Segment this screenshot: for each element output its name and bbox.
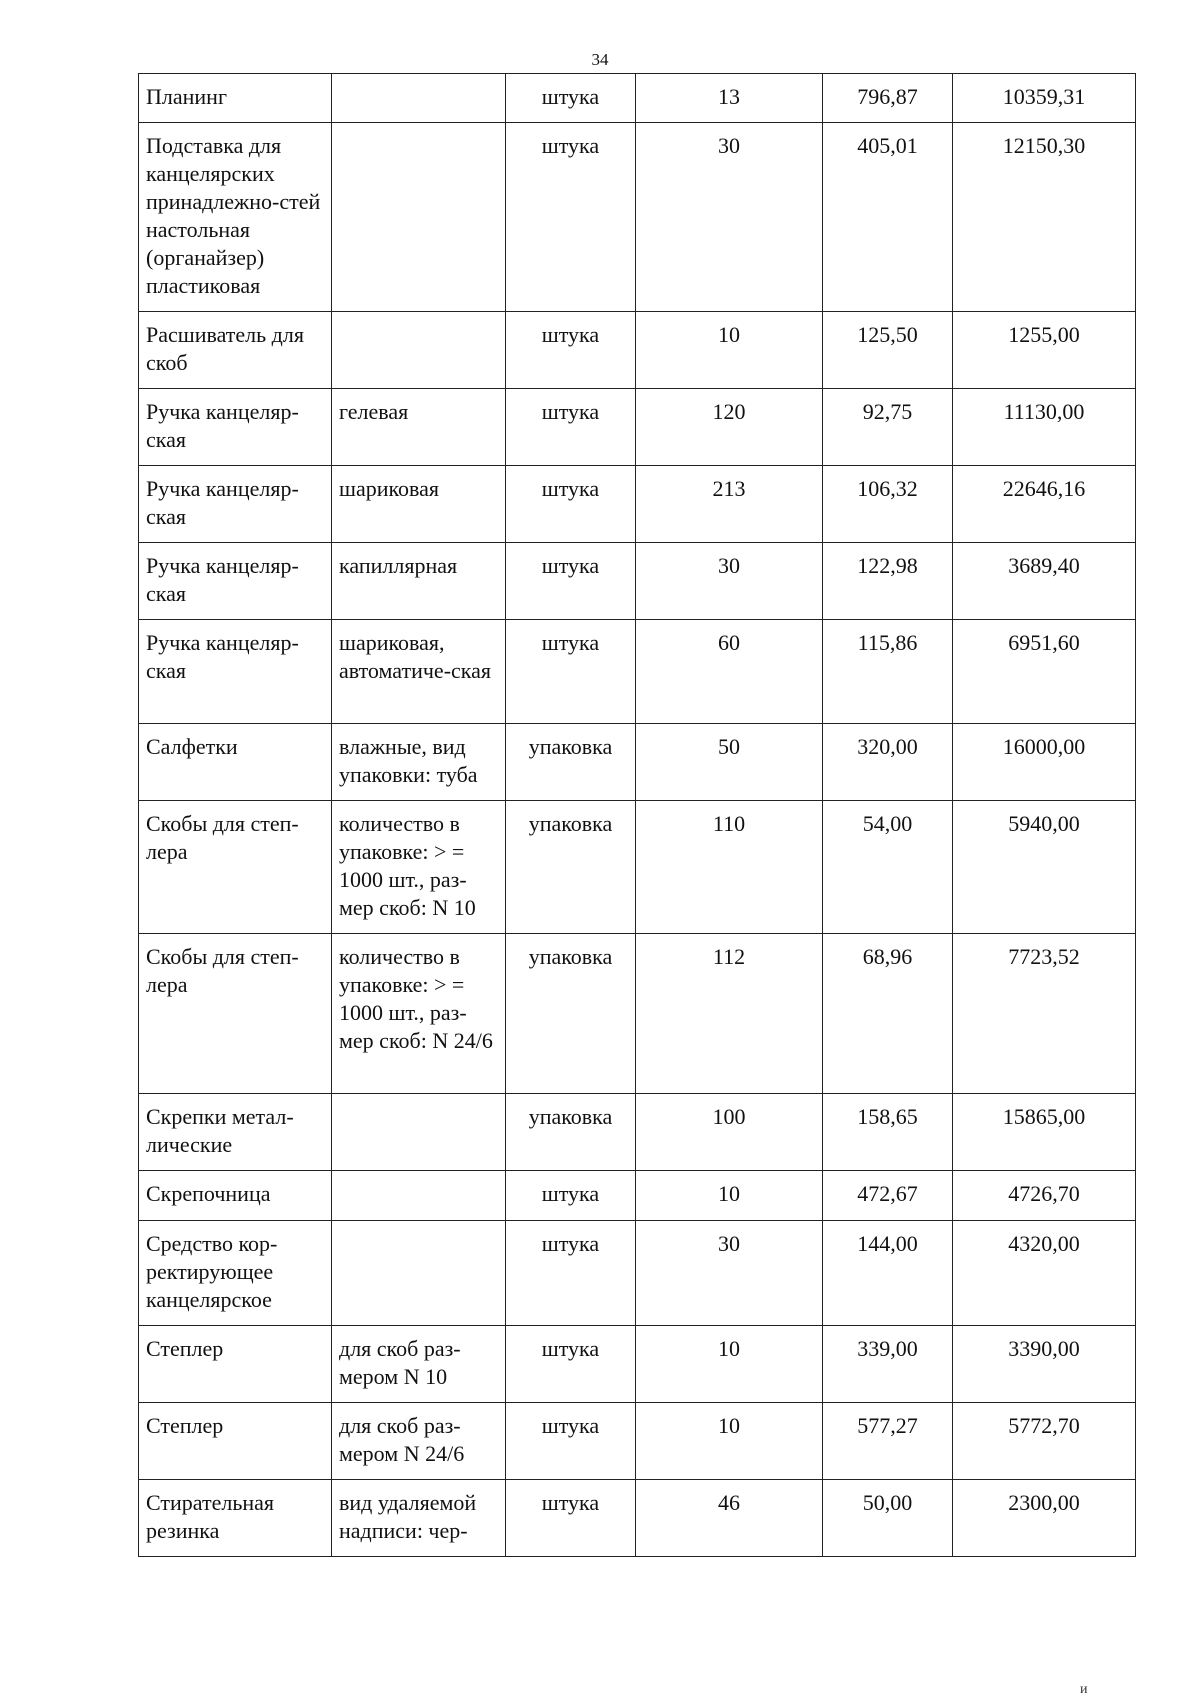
item-total-cell: 4320,00 xyxy=(953,1221,1136,1326)
goods-table xyxy=(138,73,1136,1557)
item-unit-cell: штука xyxy=(506,1171,636,1221)
item-price-cell: 796,87 xyxy=(823,74,953,123)
item-total-cell: 2300,00 xyxy=(953,1480,1136,1557)
item-total-cell: 5940,00 xyxy=(953,801,1136,934)
item-price-cell: 158,65 xyxy=(823,1094,953,1171)
table-row xyxy=(139,466,1136,543)
item-characteristics-cell: шариковая, автоматиче-ская xyxy=(332,620,506,724)
item-quantity-cell: 50 xyxy=(636,724,823,801)
item-name-cell: Расшиватель для скоб xyxy=(139,312,332,389)
item-unit-cell: штука xyxy=(506,312,636,389)
item-price-cell: 68,96 xyxy=(823,934,953,1094)
item-total-cell: 6951,60 xyxy=(953,620,1136,724)
item-characteristics-cell xyxy=(332,1221,506,1326)
item-price-cell: 125,50 xyxy=(823,312,953,389)
item-characteristics-cell: количество в упаковке: > = 1000 шт., раз-мер скоб: N 10 xyxy=(332,801,506,934)
item-characteristics-cell: гелевая xyxy=(332,389,506,466)
item-quantity-cell: 13 xyxy=(636,74,823,123)
item-characteristics-cell: для скоб раз-мером N 10 xyxy=(332,1326,506,1403)
item-name-cell: Скобы для степ-лера xyxy=(139,934,332,1094)
item-name-cell: Средство кор-ректирующее канцелярское xyxy=(139,1221,332,1326)
item-unit-cell: упаковка xyxy=(506,724,636,801)
goods-table-body xyxy=(139,74,1136,1557)
table-row xyxy=(139,620,1136,724)
item-total-cell: 7723,52 xyxy=(953,934,1136,1094)
item-characteristics-cell: капиллярная xyxy=(332,543,506,620)
table-row xyxy=(139,1403,1136,1480)
item-price-cell: 50,00 xyxy=(823,1480,953,1557)
item-name-cell: Степлер xyxy=(139,1326,332,1403)
item-unit-cell: штука xyxy=(506,466,636,543)
item-price-cell: 144,00 xyxy=(823,1221,953,1326)
table-row xyxy=(139,543,1136,620)
table-row xyxy=(139,1171,1136,1221)
table-row xyxy=(139,1326,1136,1403)
table-row xyxy=(139,74,1136,123)
item-quantity-cell: 10 xyxy=(636,1326,823,1403)
item-characteristics-cell: шариковая xyxy=(332,466,506,543)
item-characteristics-cell: для скоб раз-мером N 24/6 xyxy=(332,1403,506,1480)
table-row xyxy=(139,934,1136,1094)
item-unit-cell: упаковка xyxy=(506,1094,636,1171)
item-unit-cell: штука xyxy=(506,1403,636,1480)
corner-mark: и xyxy=(1080,1682,1088,1697)
item-quantity-cell: 10 xyxy=(636,1403,823,1480)
item-characteristics-cell: вид удаляемой надписи: чер- xyxy=(332,1480,506,1557)
item-characteristics-cell: влажные, вид упаковки: туба xyxy=(332,724,506,801)
item-price-cell: 92,75 xyxy=(823,389,953,466)
item-quantity-cell: 10 xyxy=(636,1171,823,1221)
item-characteristics-cell xyxy=(332,312,506,389)
item-quantity-cell: 100 xyxy=(636,1094,823,1171)
item-total-cell: 12150,30 xyxy=(953,123,1136,312)
item-price-cell: 115,86 xyxy=(823,620,953,724)
item-name-cell: Подставка для канцелярских принадлежно-стей настольная (органайзер) пластиковая xyxy=(139,123,332,312)
table-row xyxy=(139,389,1136,466)
item-total-cell: 1255,00 xyxy=(953,312,1136,389)
item-name-cell: Стирательная резинка xyxy=(139,1480,332,1557)
item-price-cell: 339,00 xyxy=(823,1326,953,1403)
item-quantity-cell: 60 xyxy=(636,620,823,724)
table-row xyxy=(139,724,1136,801)
item-price-cell: 54,00 xyxy=(823,801,953,934)
item-unit-cell: штука xyxy=(506,1221,636,1326)
item-name-cell: Ручка канцеляр-ская xyxy=(139,543,332,620)
item-quantity-cell: 30 xyxy=(636,543,823,620)
table-row xyxy=(139,123,1136,312)
item-name-cell: Ручка канцеляр-ская xyxy=(139,389,332,466)
item-unit-cell: штука xyxy=(506,74,636,123)
item-quantity-cell: 30 xyxy=(636,1221,823,1326)
item-name-cell: Скрепки метал-лические xyxy=(139,1094,332,1171)
item-quantity-cell: 112 xyxy=(636,934,823,1094)
item-unit-cell: штука xyxy=(506,620,636,724)
item-name-cell: Ручка канцеляр-ская xyxy=(139,620,332,724)
item-unit-cell: упаковка xyxy=(506,801,636,934)
page-number: 34 xyxy=(591,50,609,69)
item-unit-cell: упаковка xyxy=(506,934,636,1094)
item-total-cell: 11130,00 xyxy=(953,389,1136,466)
item-unit-cell: штука xyxy=(506,543,636,620)
item-name-cell: Скрепочница xyxy=(139,1171,332,1221)
item-quantity-cell: 110 xyxy=(636,801,823,934)
table-row xyxy=(139,801,1136,934)
item-total-cell: 10359,31 xyxy=(953,74,1136,123)
item-unit-cell: штука xyxy=(506,123,636,312)
item-total-cell: 22646,16 xyxy=(953,466,1136,543)
table-row xyxy=(139,312,1136,389)
item-name-cell: Скобы для степ-лера xyxy=(139,801,332,934)
item-price-cell: 320,00 xyxy=(823,724,953,801)
item-characteristics-cell xyxy=(332,1094,506,1171)
item-unit-cell: штука xyxy=(506,1326,636,1403)
item-quantity-cell: 46 xyxy=(636,1480,823,1557)
item-total-cell: 4726,70 xyxy=(953,1171,1136,1221)
item-unit-cell: штука xyxy=(506,389,636,466)
item-quantity-cell: 120 xyxy=(636,389,823,466)
item-total-cell: 3390,00 xyxy=(953,1326,1136,1403)
item-name-cell: Ручка канцеляр-ская xyxy=(139,466,332,543)
table-row xyxy=(139,1221,1136,1326)
item-unit-cell: штука xyxy=(506,1480,636,1557)
item-price-cell: 405,01 xyxy=(823,123,953,312)
item-total-cell: 3689,40 xyxy=(953,543,1136,620)
item-price-cell: 472,67 xyxy=(823,1171,953,1221)
table-row xyxy=(139,1094,1136,1171)
item-characteristics-cell: количество в упаковке: > = 1000 шт., раз-мер скоб: N 24/6 xyxy=(332,934,506,1094)
item-quantity-cell: 30 xyxy=(636,123,823,312)
table-row xyxy=(139,1480,1136,1557)
item-quantity-cell: 10 xyxy=(636,312,823,389)
item-total-cell: 5772,70 xyxy=(953,1403,1136,1480)
item-quantity-cell: 213 xyxy=(636,466,823,543)
item-name-cell: Планинг xyxy=(139,74,332,123)
item-price-cell: 577,27 xyxy=(823,1403,953,1480)
item-name-cell: Салфетки xyxy=(139,724,332,801)
item-characteristics-cell xyxy=(332,74,506,123)
item-price-cell: 106,32 xyxy=(823,466,953,543)
item-total-cell: 16000,00 xyxy=(953,724,1136,801)
item-characteristics-cell xyxy=(332,123,506,312)
item-total-cell: 15865,00 xyxy=(953,1094,1136,1171)
item-name-cell: Степлер xyxy=(139,1403,332,1480)
item-price-cell: 122,98 xyxy=(823,543,953,620)
item-characteristics-cell xyxy=(332,1171,506,1221)
